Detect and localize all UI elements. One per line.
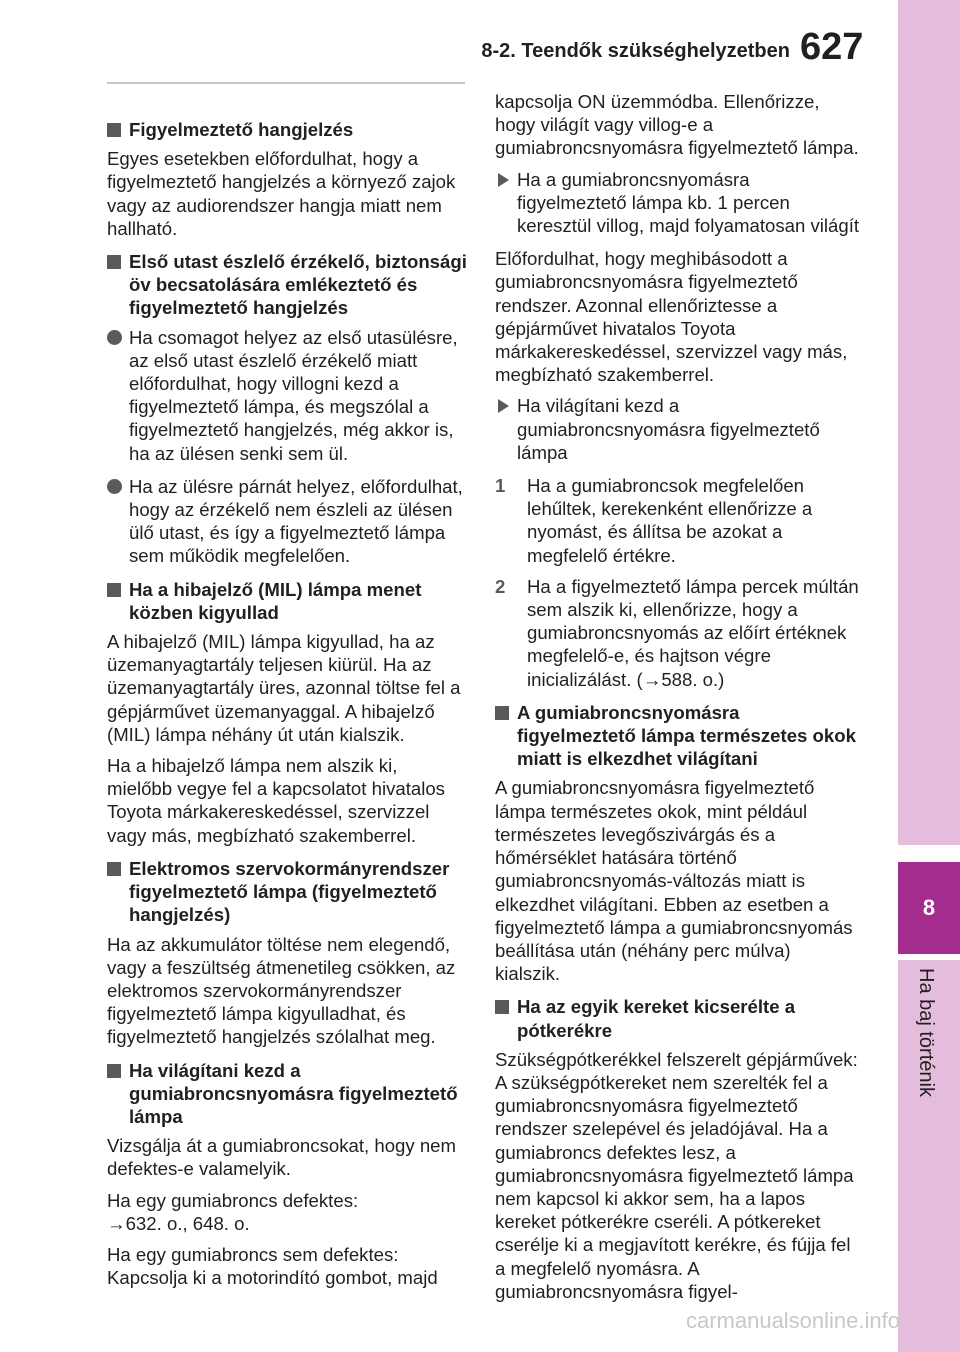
section-heading: Első utast észlelő érzékelő, biztonsági öv becsatolására emlékeztető és figyelmeztető hangjelzés [107,250,467,320]
list-item: Ha az ülésre párnát helyez, előfordulhat, hogy az érzékelő nem észleli az ülésen ülő utast, és így a figyelmeztető lámpa sem működik megfelelően. [107,475,467,568]
header-title: 8-2. Teendők szükséghelyzetben [481,40,790,62]
paragraph: Szükségpótkerékkel felszerelt gépjárművek: A szükségpótkereket nem szerelték fel a gumiabroncsnyomásra figyelmeztető rendszer szelepével és jeladójával. Ha a gumiabroncs defektes lesz, a gumiabroncsnyomásra figyelmeztető lámpa nem kapcsol ki akkor sem, ha a lapos kereket pótkerékre cseréli. A pótkereket cserélje ki a megjavított kerékre, és fújja fel a megfelelő nyomásra. A gumiabroncsnyomásra figyel- [495,1048,858,1302]
square-bullet-icon [107,862,121,876]
square-bullet-icon [495,1000,509,1014]
step-number: 1 [495,475,506,497]
condition-item: Ha a gumiabroncsnyomásra figyelmeztető lámpa kb. 1 percen keresztül villog, majd folyamatosan világít [495,168,860,238]
paragraph: Előfordulhat, hogy meghibásodott a gumiabroncsnyomásra figyelmeztető rendszer. Azonnal ellenőriztesse a gépjárművet hivatalos Toyota márkakereskedéssel, szervizzel vagy más, megbízható szakemberrel. [495,248,848,386]
watermark: carmanualsonline.info [685,1308,900,1333]
section-heading: Ha világítani kezd a gumiabroncsnyomásra figyelmeztető lámpa [107,1059,467,1129]
circle-bullet-icon [107,330,122,345]
square-bullet-icon [107,1064,121,1078]
chapter-label-tab[interactable] [898,960,960,1352]
paragraph: Ha egy gumiabroncs sem defektes: [107,1243,399,1265]
page-reference-link[interactable]: →632. o., 648. o. [107,1212,250,1234]
chapter-tab[interactable]: 8 [898,862,960,954]
paragraph: kapcsolja ON üzemmódba. Ellenőrizze, hogy világít vagy villog-e a gumiabroncsnyomásra figyelmeztető lámpa. [495,91,859,159]
triangle-bullet-icon [498,399,509,413]
paragraph: Ha az akkumulátor töltése nem elegendő, vagy a feszültség átmenetileg csökken, az elektromos szervokormányrendszer figyelmeztető lámpa kigyulladhat, és figyelmeztető hangjelzés szólalhat meg. [107,933,456,1048]
condition-item: Ha világítani kezd a gumiabroncsnyomásra figyelmeztető lámpa [495,394,860,464]
square-bullet-icon [495,706,509,720]
page-number: 627 [800,26,864,68]
paragraph: Ha egy gumiabroncs defektes: [107,1189,359,1211]
section-heading: Ha a hibajelző (MIL) lámpa menet közben kigyullad [107,578,467,624]
square-bullet-icon [107,255,121,269]
circle-bullet-icon [107,479,122,494]
numbered-step: 2 Ha a figyelmeztető lámpa percek múltán sem alszik ki, ellenőrizze, hogy a gumiabroncsnyomás az előírt értéknek megfelelő-e, és hajtson végre inicializálást. (→588. o.) [495,575,859,690]
chapter-label: Ha baj történik [915,968,937,1097]
section-heading: Elektromos szervokormányrendszer figyelmeztető lámpa (figyelmeztető hangjelzés) [107,857,467,927]
section-heading: Ha az egyik kereket kicserélte a pótkerékre [495,995,860,1041]
square-bullet-icon [107,123,121,137]
paragraph: Egyes esetekben előfordulhat, hogy a figyelmeztető hangjelzés a környező zajok vagy az audiorendszer hangja miatt nem hallható. [107,148,456,239]
numbered-step: 1 Ha a gumiabroncsok megfelelően lehűltek, kerekenként ellenőrizze a nyomást, és állítsa be azokat a megfelelő értékre. [495,475,813,566]
section-heading: A gumiabroncsnyomásra figyelmeztető lámpa természetes okok miatt is elkezdhet világítani [495,701,860,771]
paragraph: Vizsgálja át a gumiabroncsokat, hogy nem defektes-e valamelyik. [107,1135,457,1180]
paragraph: Ha a hibajelző lámpa nem alszik ki, mielőbb vegye fel a kapcsolatot hivatalos Toyota márkakereskedéssel, szervizzel vagy más, megbízható szakemberrel. [107,755,445,846]
square-bullet-icon [107,583,121,597]
right-column [495,90,860,1311]
triangle-bullet-icon [498,173,509,187]
header-divider [107,82,465,84]
left-column [107,108,467,1297]
paragraph: A hibajelző (MIL) lámpa kigyullad, ha az üzemanyagtartály teljesen kiürül. Ha az üzemanyagtartály üres, azonnal töltse fel a gépjárművet üzemanyaggal. A hibajelző (MIL) lámpa néhány út után kialszik. [107,631,461,745]
side-tab-decoration [898,0,960,845]
list-item: Ha csomagot helyez az első utasülésre, az első utast észlelő érzékelő miatt előfordulhat, hogy villogni kezd a figyelmeztető lámpa, és megszólal a figyelmeztető hangjelzés, még akkor is, ha az ülésen senki sem ül. [107,326,467,465]
paragraph: A gumiabroncsnyomásra figyelmeztető lámpa természetes okok, mint például természetes levegőszivárgás és a hőmérséklet hatására történő gumiabroncsnyomás-változás miatt is elkezdhet világítani. Ebben az esetben a figyelmeztető lámpa a gumiabroncsnyomás beállítása után (néhány perc múlva) kialszik. [495,777,853,985]
section-heading: Figyelmeztető hangjelzés [107,118,467,141]
step-number: 2 [495,575,506,597]
paragraph: Kapcsolja ki a motorindító gombot, majd [107,1267,438,1289]
